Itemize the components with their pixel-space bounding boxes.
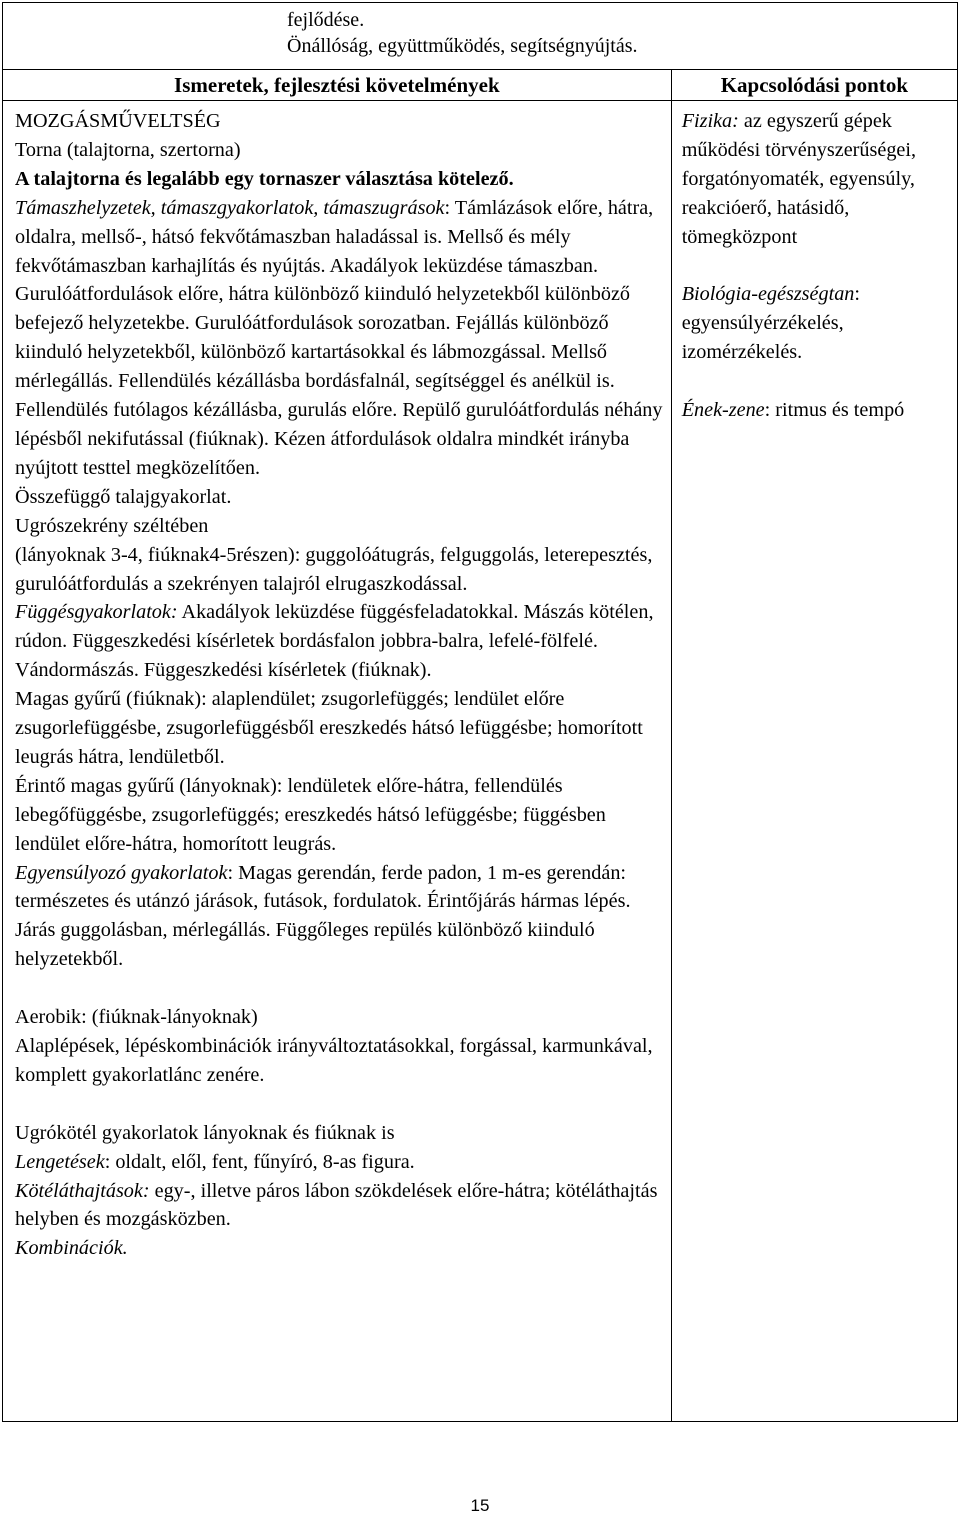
biology-text: : egyensúlyérzékelés, izomérzékelés. <box>681 283 860 364</box>
balance-exercises-text: : Magas gerendán, ferde padon, 1 m-es gerendán: természetes és utánzó járások, futások, fordulatok. Érintőjárás hármas lépés. <box>15 861 631 913</box>
combinations: Kombinációk. <box>15 1237 128 1260</box>
top-line-2: Önállóság, együttműködés, segítségnyújtás. <box>287 35 638 57</box>
page-number: 15 <box>470 1496 490 1515</box>
swings <box>15 1148 665 1177</box>
squat-walk: Járás guggolásban, mérlegállás. Függőleges repülés különböző kiinduló helyzetekből. <box>15 919 595 971</box>
curriculum-table <box>2 2 958 1422</box>
rings-boys: Magas gyűrű (fiúknak): alaplendület; zsugorlefüggés; lendület előre zsugorlefüggésbe, zsugorlefüggésből ereszkedés hátsó lefüggésbe; homorított leugrás hátra, lendületből. <box>15 688 643 768</box>
rope-turns-label: Kötéláthajtások: <box>15 1179 150 1202</box>
top-cell <box>3 3 958 70</box>
jump-rope-title: Ugrókötél gyakorlatok lányoknak és fiúknak is <box>15 1121 395 1144</box>
subsection-title: Torna (talajtorna, szertorna) <box>15 138 241 161</box>
section-title: MOZGÁSMŰVELTSÉG <box>15 110 221 132</box>
physics-text: az egyszerű gépek működési törvényszerűségei, forgatónyomaték, egyensúly, reakcióerő, hatásidő, tömegközpont <box>681 110 917 248</box>
balance-exercises <box>15 859 665 917</box>
support-exercises-label: Támaszhelyzetek, támaszgyakorlatok, támaszugrások <box>15 196 445 219</box>
vaulting-box: Ugrószekrény széltében <box>15 514 209 537</box>
music-link <box>682 396 951 425</box>
biology-link <box>682 280 951 367</box>
hanging-exercises-label: Függésgyakorlatok: <box>15 601 178 624</box>
mandatory-note: A talajtorna és legalább egy tornaszer választása kötelező. <box>15 167 514 190</box>
support-exercises <box>15 194 665 483</box>
physics-label: Fizika: <box>681 110 739 132</box>
top-line-1: fejlődése. <box>287 9 365 31</box>
swings-text: : oldalt, elől, fent, fűnyíró, 8-as figura. <box>104 1150 415 1173</box>
rings-girls: Érintő magas gyűrű (lányoknak): lendületek előre-hátra, fellendülés lebegőfüggésbe, zsugorlefüggés; ereszkedés hátsó lefüggésbe; függésben lendület előre-hátra, homorított leugrás. <box>15 774 606 855</box>
header-right: Kapcsolódási pontok <box>671 70 957 101</box>
header-left: Ismeretek, fejlesztési követelmények <box>3 70 672 101</box>
rope-turns <box>15 1177 665 1235</box>
hanging-exercises-text: Akadályok leküzdése függésfeladatokkal. Mászás kötélen, rúdon. Függeszkedési kísérletek bordásfalon jobbra-balra, lefelé-fölfelé. Vándormászás. Függeszkedési kísérletek (fiúknak). <box>15 601 654 682</box>
biology-label: Biológia-egészségtan <box>681 283 855 306</box>
hanging-exercises <box>15 598 665 685</box>
requirements-cell <box>3 101 672 1422</box>
vaulting-box-text: (lányoknak 3-4, fiúknak4-5részen): guggolóátugrás, felguggolás, leterepesztés, gurulóátfordulás a szekrényen talajról elrugaszkodással. <box>15 543 653 595</box>
balance-exercises-label: Egyensúlyozó gyakorlatok <box>15 861 228 884</box>
floor-routine: Összefüggő talajgyakorlat. <box>15 485 232 508</box>
table-row-top <box>3 3 958 70</box>
aerobics-title: Aerobik: (fiúknak-lányoknak) <box>15 1006 258 1029</box>
rope-turns-text: egy-, illetve páros lábon szökdelések előre-hátra; kötéláthajtás helyben és mozgásközben. <box>15 1179 658 1231</box>
aerobics-text: Alaplépések, lépéskombinációk irányváltoztatásokkal, forgással, karmunkával, komplett gyakorlatlánc zenére. <box>15 1034 653 1086</box>
connections-cell <box>671 101 957 1422</box>
music-text: : ritmus és tempó <box>764 399 905 422</box>
support-exercises-text: : Támlázások előre, hátra, oldalra, mellső-, hátsó fekvőtámaszban haladással is. Mellső és mély fekvőtámaszban karhajlítás és nyújtás. Akadályok leküzdése támaszban. Gurulóátfordulások előre, hátra különböző kiinduló helyzetekből különböző befejező helyzetekbe. Gurulóátfordulások sorozatban. Fejállás különböző kiinduló helyzetekből, különböző kartartásokkal és lábmozgással. Mellső mérlegállás. Fellendülés kézállásba bordásfalnál, segítséggel és anélkül is. Fellendülés futólagos kézállásba, gurulás előre. Repülő gurulóátfordulás néhány lépésből nekifutással (fiúknak). Kézen átfordulások oldalra mindkét irányba nyújtott testtel megközelítően. <box>15 196 663 479</box>
swings-label: Lengetések <box>15 1150 105 1173</box>
table-header-row <box>3 70 958 101</box>
music-label: Ének-zene <box>681 399 765 422</box>
physics-link <box>682 107 951 252</box>
table-row-main <box>3 101 958 1422</box>
